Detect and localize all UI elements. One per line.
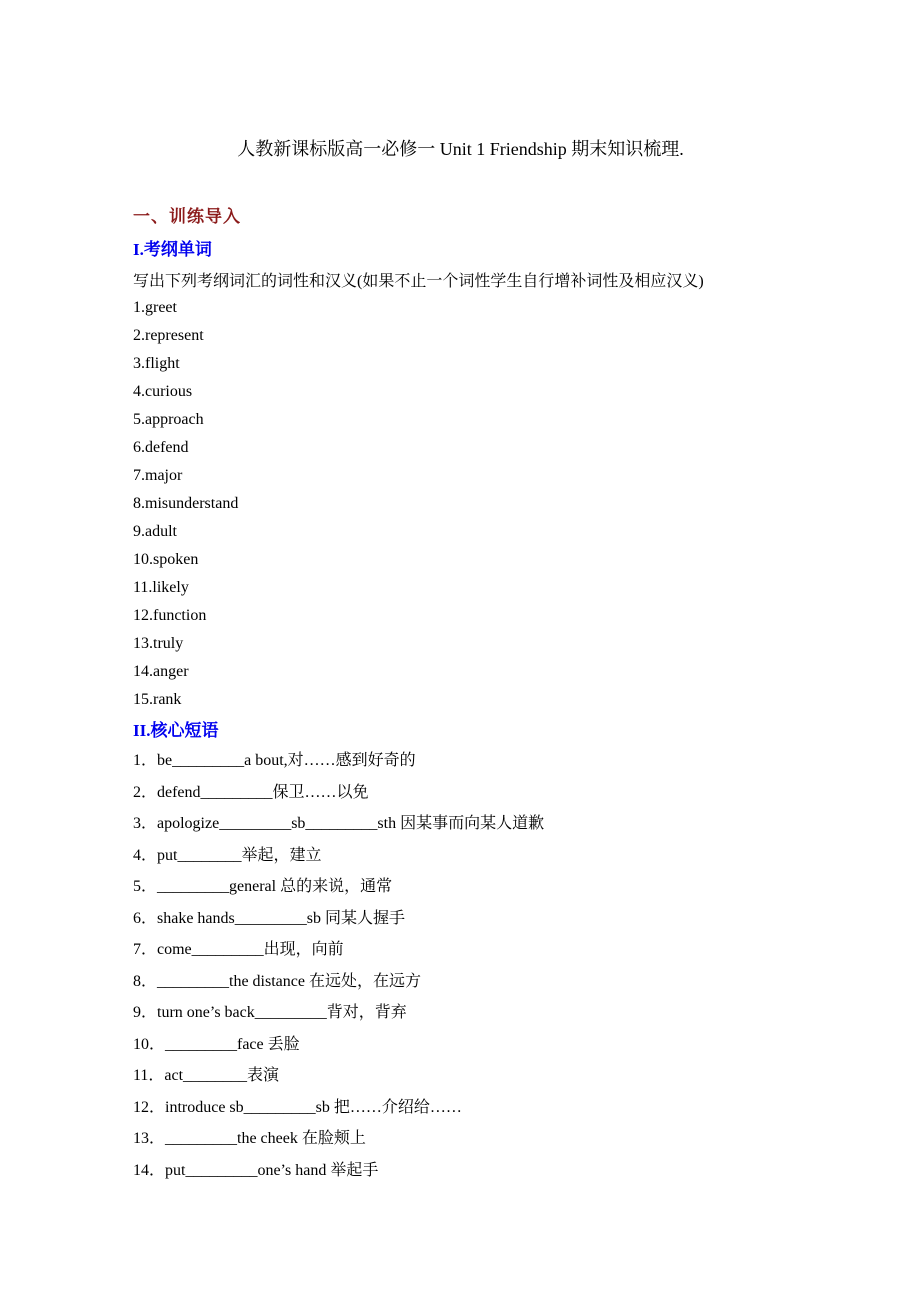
phrase-item: 10．_________face 丢脸 [133,1035,300,1053]
subsection-heading-core-phrases: II.核心短语 [133,721,219,740]
section-heading-training-intro: 一、训练导入 [133,207,241,226]
word-item: 7.major [133,467,183,484]
phrase-item: 7．come_________出现，向前 [133,941,344,958]
word-item: 13.truly [133,635,184,652]
word-item: 15.rank [133,691,182,708]
exam-words-instructions: 写出下列考纲词汇的词性和汉义(如果不止一个词性学生自行增补词性及相应汉义) [133,273,704,290]
word-item: 1.greet [133,299,177,316]
phrase-item: 13．_________the cheek 在脸颊上 [133,1130,366,1147]
word-item: 3.flight [133,355,180,372]
subsection-heading-exam-words: I.考纲单词 [133,240,212,259]
phrase-item: 3．apologize_________sb_________sth 因某事而向某人道歉 [133,815,545,832]
word-item: 2.represent [133,327,204,344]
phrase-item: 1．be_________a bout,对……感到好奇的 [133,752,416,769]
word-item: 12.function [133,607,207,624]
word-item: 11.likely [133,579,189,596]
word-item: 4.curious [133,383,193,400]
phrase-item: 8．_________the distance 在远处，在远方 [133,972,421,990]
phrase-item: 9．turn one’s back_________背对，背弃 [133,1004,407,1021]
phrase-item: 14．put_________one’s hand 举起手 [133,1161,379,1179]
phrase-item: 4．put________举起，建立 [133,846,322,864]
phrase-item: 5．_________general 总的来说，通常 [133,878,393,895]
exam-word-list [133,294,788,714]
word-item: 14.anger [133,663,189,680]
core-phrase-list [133,745,788,1186]
phrase-item: 2．defend_________保卫……以免 [133,783,369,801]
phrase-item: 12．introduce sb_________sb 把……介绍给…… [133,1098,462,1116]
word-item: 10.spoken [133,551,199,568]
word-item: 9.adult [133,523,177,540]
phrase-item: 11．act________表演 [133,1067,280,1084]
word-item: 8.misunderstand [133,495,239,512]
word-item: 5.approach [133,411,204,428]
word-item: 6.defend [133,439,189,456]
document-title: 人教新课标版高一必修一 Unit 1 Friendship 期末知识梳理. [237,139,684,159]
phrase-item: 6．shake hands_________sb 同某人握手 [133,909,405,927]
